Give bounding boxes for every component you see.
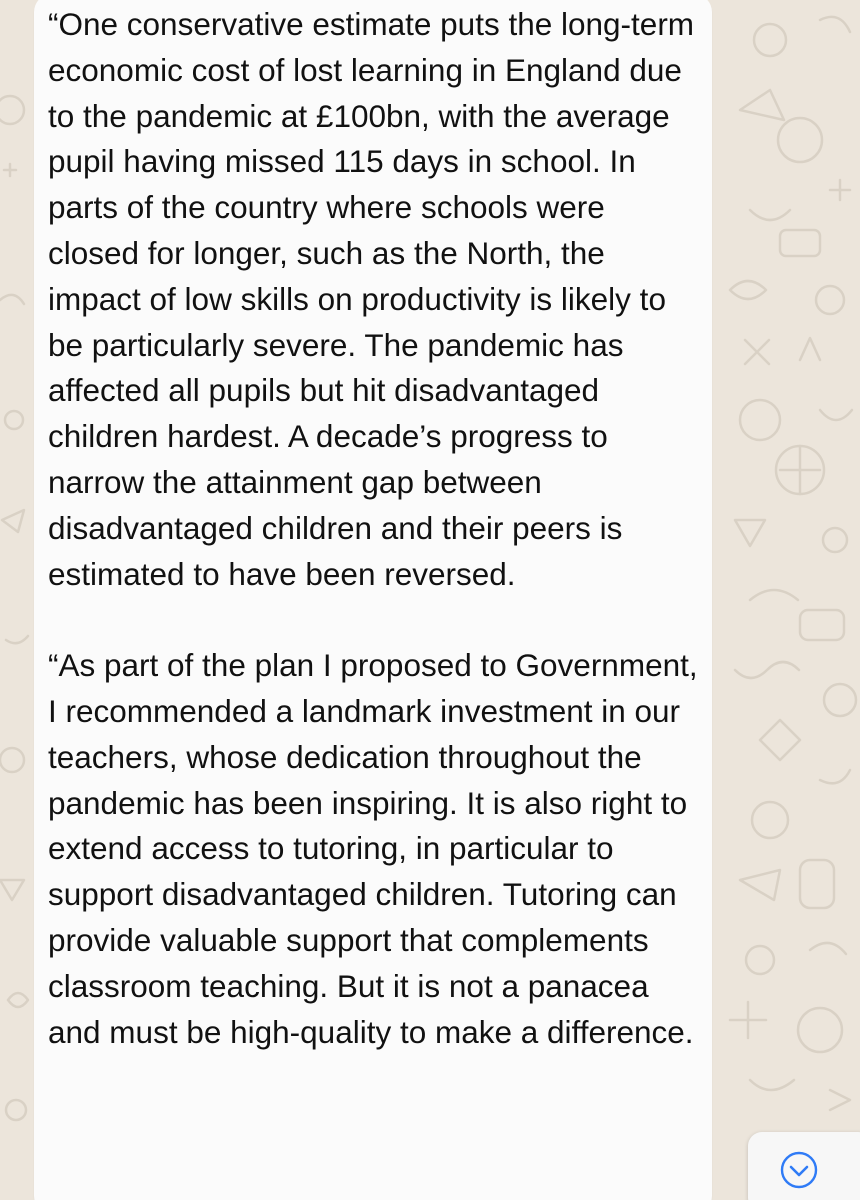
message-paragraph-1: “One conservative estimate puts the long-term economic cost of lost learning in England due to the pandemic at £100bn, with the average pupil having missed 115 days in school. In parts of the country where schools were closed for longer, such as the North, the impact of low skills on productivity is likely to be particularly severe. The pandemic has affected all pupils but hit disadvantaged children hardest. A decade’s progress to narrow the attainment gap between disadvantaged children and their peers is estimated to have been reversed. bbox=[48, 6, 695, 592]
message-paragraph-2: “As part of the plan I proposed to Government, I recommended a landmark investment in our teachers, whose dedication throughout the pandemic has been inspiring. It is also right to extend access to tutoring, in particular to support disadvantaged children. Tutoring can provide valuable support that complements classroom teaching. But it is not a panacea and must be high-quality to make a difference. bbox=[48, 647, 698, 1050]
scroll-to-bottom-button[interactable] bbox=[748, 1132, 860, 1200]
chevron-down-icon bbox=[779, 1150, 819, 1190]
message-text bbox=[48, 2, 703, 1055]
